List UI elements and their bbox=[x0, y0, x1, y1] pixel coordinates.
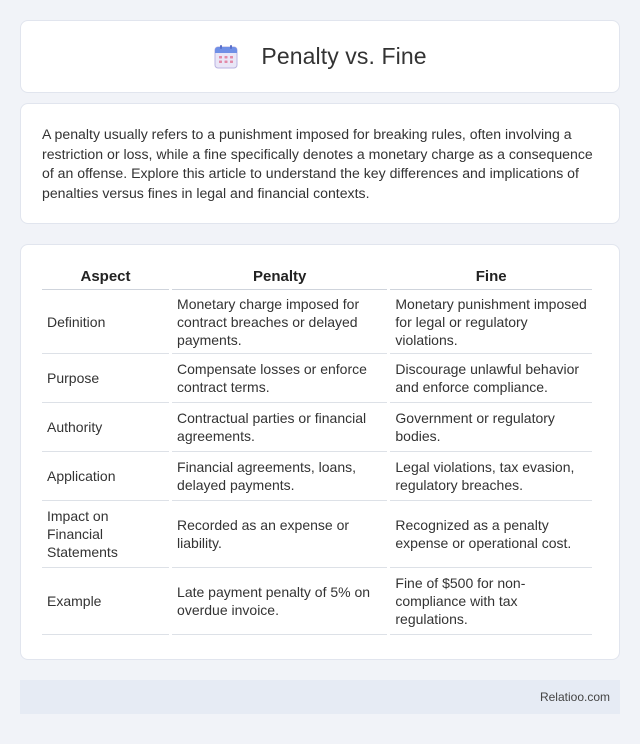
row-penalty: Recorded as an expense or liability. bbox=[172, 501, 387, 568]
row-aspect: Impact on Financial Statements bbox=[42, 501, 169, 568]
row-penalty: Monetary charge imposed for contract breaches or delayed payments. bbox=[172, 290, 387, 354]
footer bbox=[20, 680, 620, 714]
row-penalty: Compensate losses or enforce contract terms. bbox=[172, 354, 387, 403]
table-row bbox=[42, 501, 592, 568]
row-aspect: Definition bbox=[42, 290, 169, 354]
row-penalty: Contractual parties or financial agreements. bbox=[172, 403, 387, 452]
header-penalty: Penalty bbox=[172, 263, 387, 290]
row-fine: Recognized as a penalty expense or operational cost. bbox=[390, 501, 592, 568]
row-aspect: Application bbox=[42, 452, 169, 501]
intro-text: A penalty usually refers to a punishment imposed for breaking rules, often involving a restriction or loss, while a fine specifically denotes a monetary charge as a consequence of an offense. Explore this article to understand the key differences and implications of penalties versus fines in legal and financial contexts. bbox=[42, 126, 593, 201]
row-fine: Monetary punishment imposed for legal or regulatory violations. bbox=[390, 290, 592, 354]
footer-brand: Relatioo.com bbox=[539, 690, 610, 704]
row-aspect: Purpose bbox=[42, 354, 169, 403]
header-fine: Fine bbox=[390, 263, 592, 290]
row-fine: Government or regulatory bodies. bbox=[390, 403, 592, 452]
page-title: Penalty vs. Fine bbox=[261, 43, 427, 69]
row-aspect: Example bbox=[42, 568, 169, 635]
comparison-table-card bbox=[20, 244, 620, 660]
table-row bbox=[42, 290, 592, 354]
title-card bbox=[20, 20, 620, 93]
row-penalty: Late payment penalty of 5% on overdue invoice. bbox=[172, 568, 387, 635]
calendar-icon bbox=[213, 44, 239, 70]
row-penalty: Financial agreements, loans, delayed payments. bbox=[172, 452, 387, 501]
table-header-row bbox=[42, 263, 592, 290]
row-fine: Legal violations, tax evasion, regulatory breaches. bbox=[390, 452, 592, 501]
header-aspect: Aspect bbox=[42, 263, 169, 290]
table-row bbox=[42, 568, 592, 635]
table-row bbox=[42, 403, 592, 452]
intro-card bbox=[20, 103, 620, 224]
table-row bbox=[42, 452, 592, 501]
comparison-table bbox=[39, 263, 595, 635]
row-fine: Discourage unlawful behavior and enforce compliance. bbox=[390, 354, 592, 403]
table-row bbox=[42, 354, 592, 403]
row-fine: Fine of $500 for non-compliance with tax regulations. bbox=[390, 568, 592, 635]
row-aspect: Authority bbox=[42, 403, 169, 452]
